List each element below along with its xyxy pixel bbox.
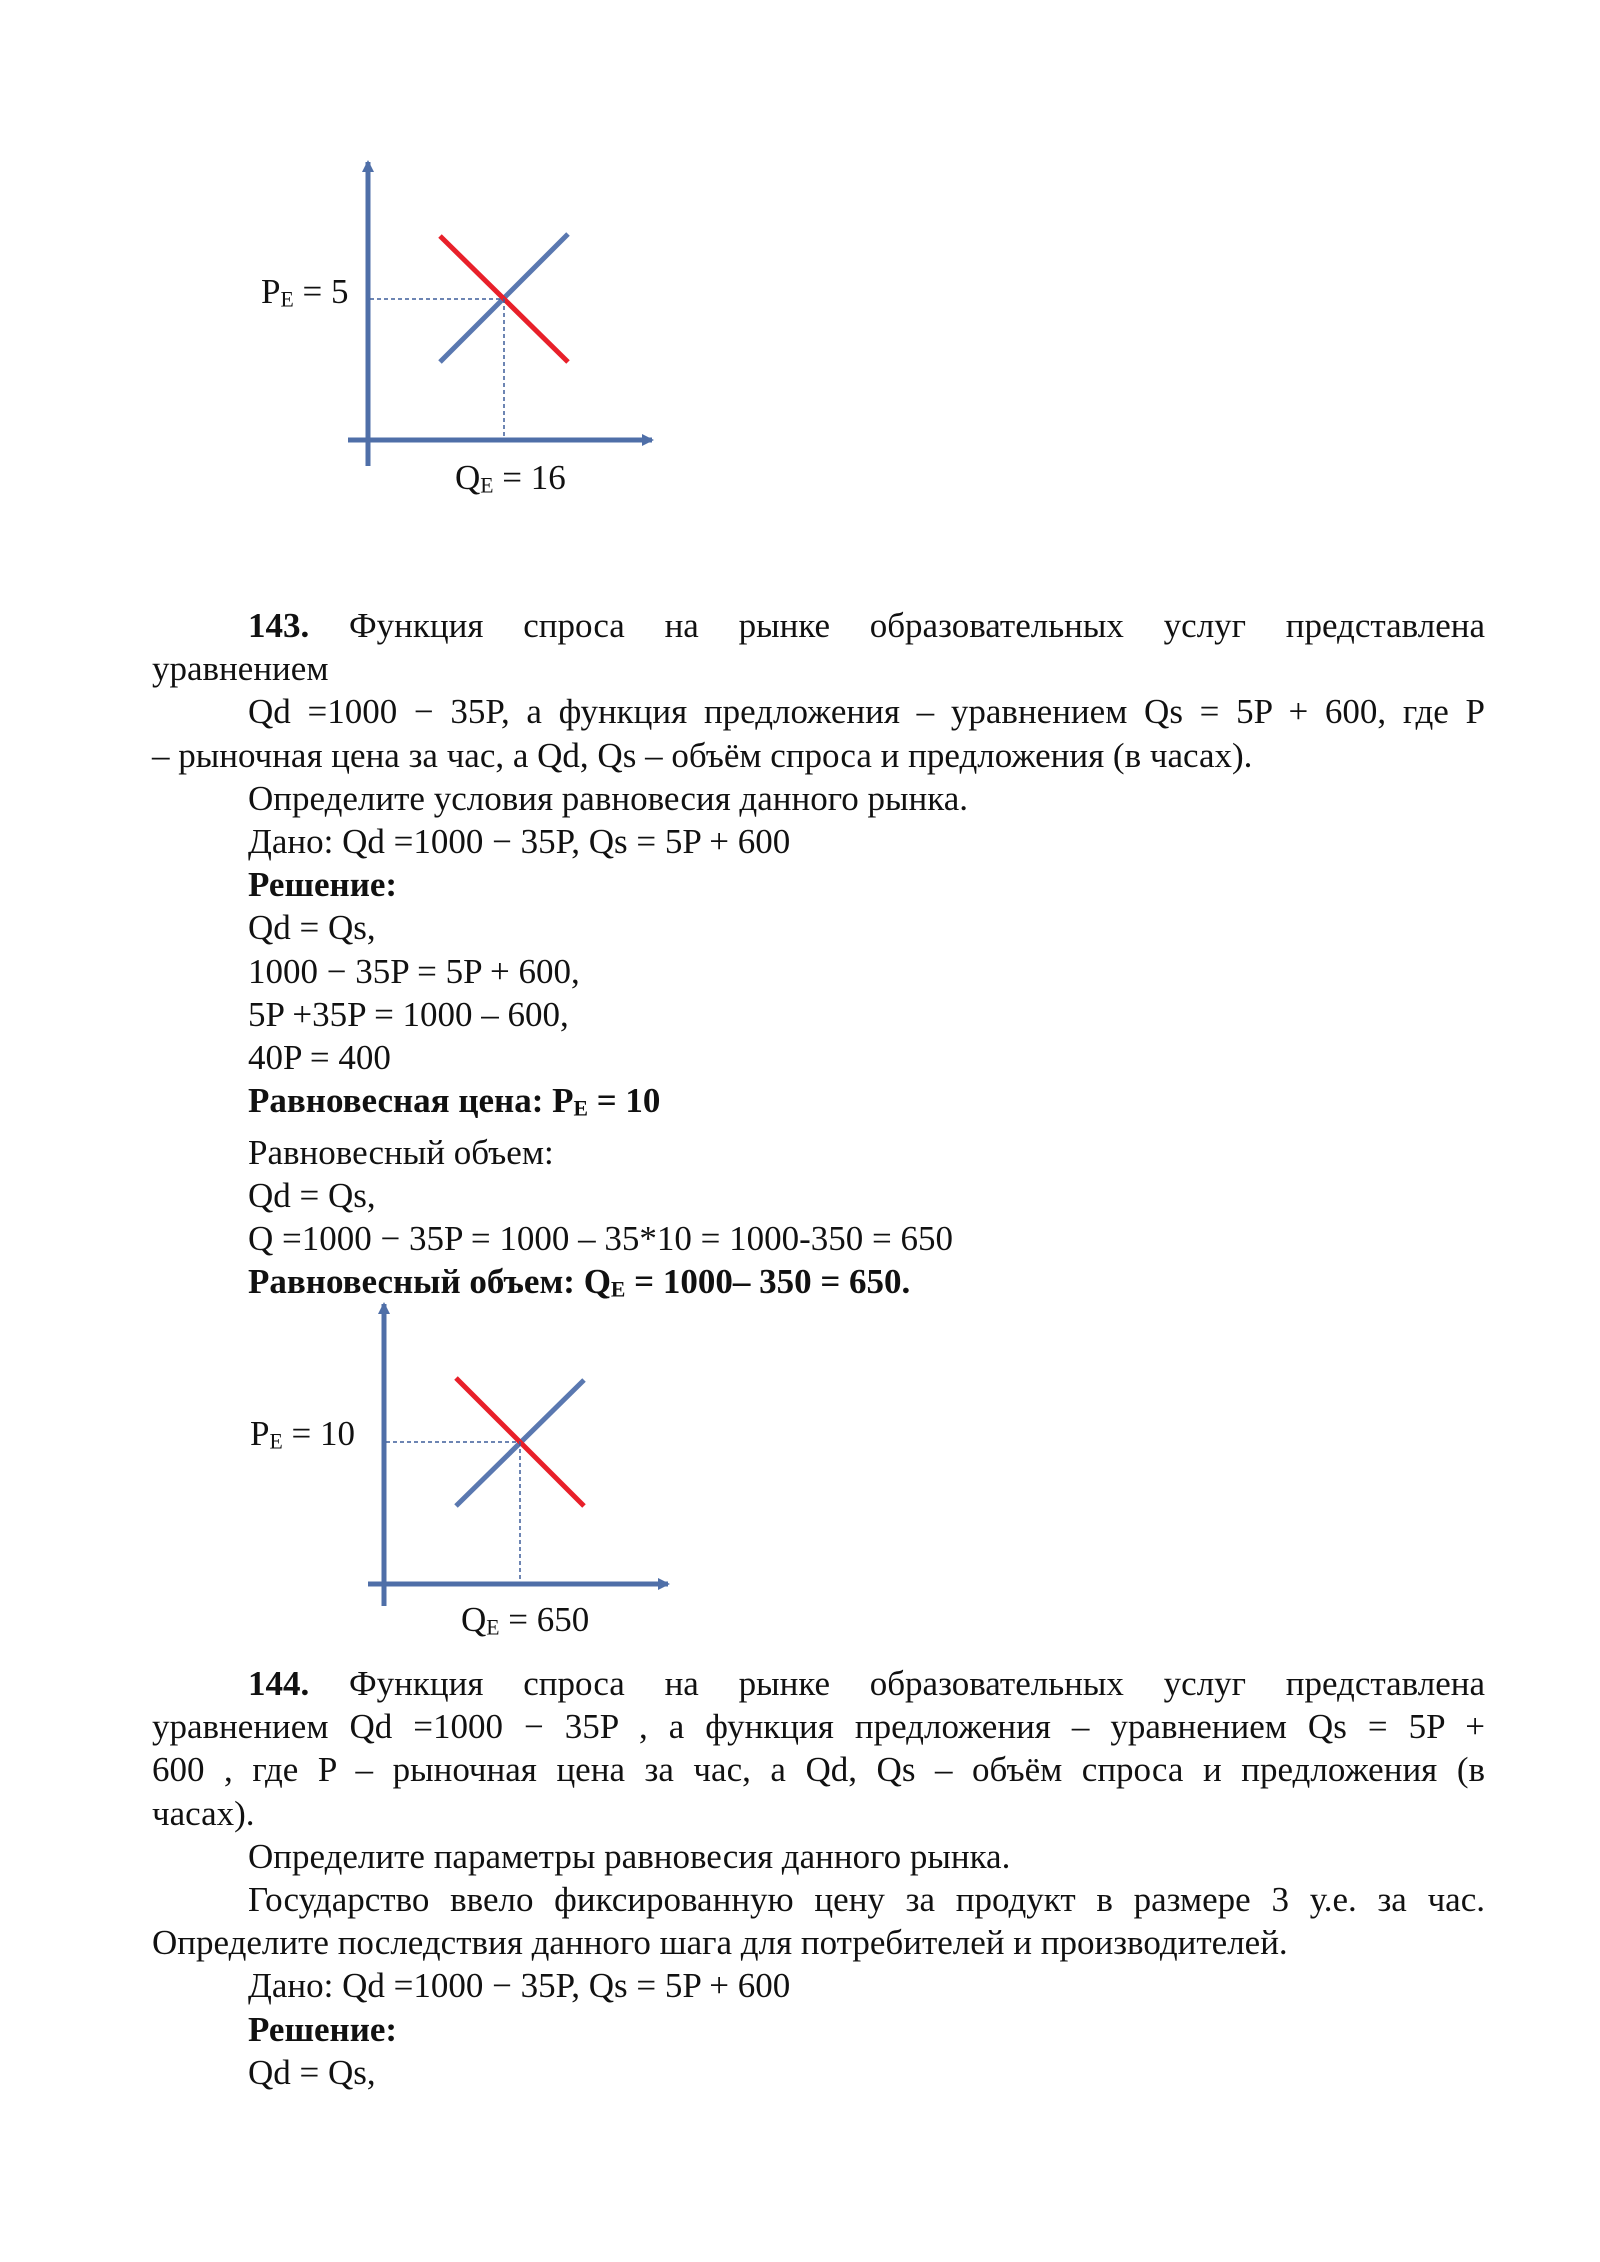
equilibrium-graph-1 [330, 150, 670, 470]
pe-value: = 10 [282, 1414, 355, 1453]
qe-symbol: Q [455, 458, 481, 497]
equation-line: Qd = Qs, [248, 1175, 376, 1215]
problem-144-line-7: Определите последствия данного шага для потребителей и производителей. [152, 1923, 1288, 1963]
equation-line: 5P +35P = 1000 – 600, [248, 994, 569, 1034]
pe-symbol: P [250, 1414, 270, 1453]
problem-144 [152, 1662, 1485, 2094]
pe-symbol: P [261, 272, 281, 311]
problem-144-line-6: Государство ввело фиксированную цену за продукт в размере 3 у.е. за час. [248, 1880, 1485, 1920]
problem-143-line-2: уравнением [152, 649, 329, 689]
qe-subscript: E [480, 473, 494, 498]
equation-line: Qd = Qs, [248, 2052, 376, 2092]
problem-number: 144. [248, 1664, 310, 1703]
problem-144-given: Дано: Qd =1000 − 35P, Qs = 5P + 600 [248, 1966, 791, 2006]
problem-144-task: Определите параметры равновесия данного рынка. [248, 1836, 1011, 1876]
problem-144-line-1: 144. Функция спроса на рынке образовательных услуг представлена [248, 1664, 1485, 1703]
equilibrium-quantity-label-2 [461, 1600, 589, 1640]
problem-143-line-3: Qd =1000 − 35P, а функция предложения – уравнением Qs = 5P + 600, где P [248, 692, 1485, 732]
problem-144-line-3: 600 , где P – рыночная цена за час, а Qd, Qs – объём спроса и предложения (в [152, 1750, 1485, 1790]
qe-value: = 650 [499, 1600, 590, 1639]
problem-143 [152, 604, 1485, 1312]
problem-144-line-2: уравнением Qd =1000 − 35P , а функция предложения – уравнением Qs = 5P + [152, 1707, 1485, 1747]
problem-144-line-4: часах). [152, 1793, 255, 1833]
problem-143-task: Определите условия равновесия данного рынка. [248, 778, 968, 818]
pe-subscript: E [269, 1429, 283, 1454]
problem-143-given: Дано: Qd =1000 − 35P, Qs = 5P + 600 [248, 822, 791, 862]
equilibrium-volume-heading: Равновесный объем: [248, 1132, 554, 1172]
problem-143-line-4: – рыночная цена за час, а Qd, Qs – объём спроса и предложения (в часах). [152, 735, 1253, 775]
equilibrium-price-result: Равновесная цена: $P_E = 10$ [248, 1081, 661, 1121]
problem-number: 143. [248, 606, 310, 645]
pe-value: = 5 [293, 272, 349, 311]
equilibrium-graph-2 [346, 1290, 686, 1610]
qe-value: = 16 [493, 458, 566, 497]
pe-subscript: E [280, 287, 294, 312]
equation-line: Q =1000 − 35P = 1000 – 35*10 = 1000-350 = 650 [248, 1219, 954, 1259]
equation-line: 1000 − 35P = 5P + 600, [248, 951, 580, 991]
equilibrium-price-label-1 [261, 272, 348, 312]
equilibrium-price-label-2 [250, 1414, 355, 1454]
problem-143-solution-heading: Решение: [248, 865, 398, 905]
problem-144-solution-heading: Решение: [248, 2009, 398, 2049]
qe-symbol: Q [461, 1600, 487, 1639]
qe-subscript: E [486, 1615, 500, 1640]
equilibrium-quantity-label-1 [455, 458, 566, 498]
equation-line: Qd = Qs, [248, 908, 376, 948]
equilibrium-volume-result: Равновесный объем: $Q_E = 1000-$ 350 = 650. [248, 1262, 911, 1302]
equation-line: 40P = 400 [248, 1038, 391, 1078]
problem-143-line-1: 143. Функция спроса на рынке образовательных услуг представлена [248, 606, 1485, 645]
